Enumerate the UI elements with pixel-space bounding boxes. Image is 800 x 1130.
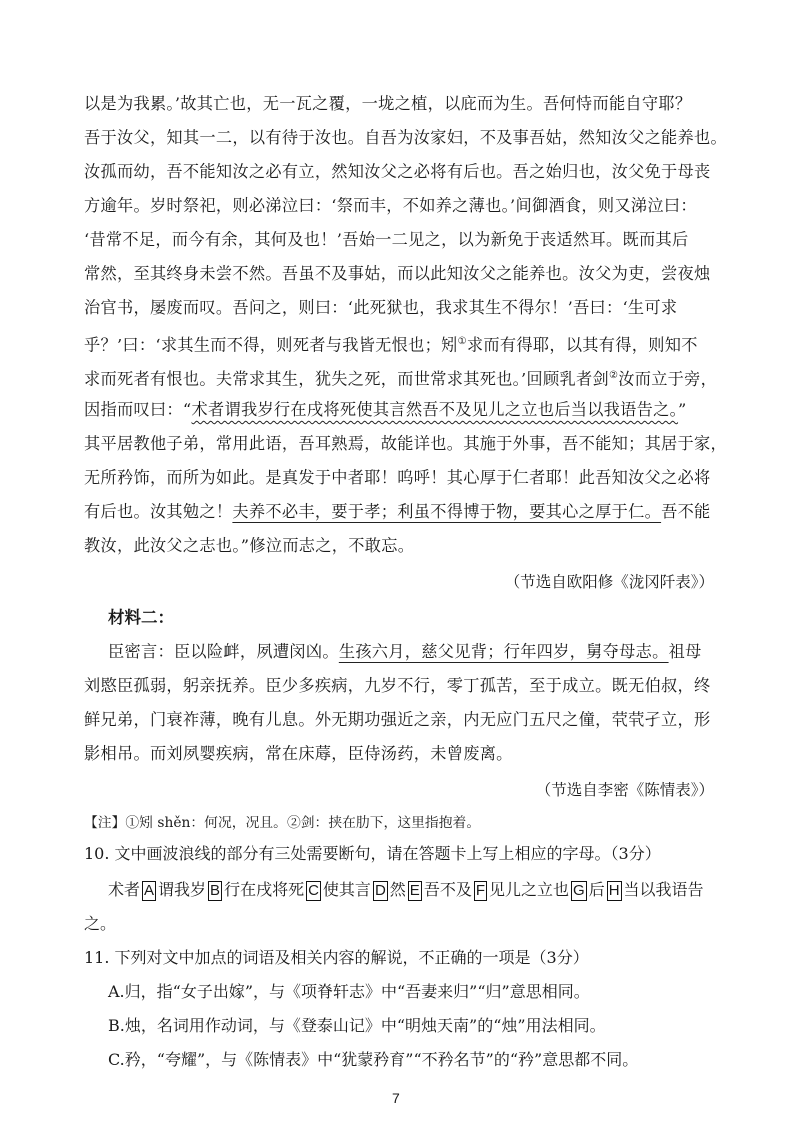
passage-text: 吾不能 [661,502,711,521]
segment: 使其言 [322,880,371,899]
segment: 谓我岁 [158,880,207,899]
passage-line: 治官书，屡废而叹。吾问之，则曰：‘此死狱也，我求其生不得尔！’吾曰：‘生可求 [84,298,678,317]
passage-line: 汝孤而幼，吾不能知汝之必有立，然知汝父之必将有后也。吾之始归也，汝父免于母丧 [84,162,711,181]
passage-text: 祖母 [668,642,702,661]
passage-line: 教汝，此汝父之志也。”修泣而志之，不敢忘。 [84,536,415,555]
source-citation: （节选自欧阳修《泷冈阡表》） [504,573,714,591]
question-11-title: 11. 下列对文中加点的词语及相关内容的解说，不正确的一项是（3分） [84,948,589,967]
passage-text: 求而有得耶，以其有得，则知不 [466,335,698,355]
passage-line: 无所矜饰，而所为如此。是真发于中者耶！呜呼！其心厚于仁者耶！此吾知汝父之必将 [84,468,711,487]
source-citation: （节选自李密《陈情表》） [535,781,714,799]
passage-line: 常然，至其终身未尝不然。吾虽不及事姑，而以此知汝父之能养也。汝父为吏，尝夜烛 [84,264,711,283]
underlined-text: 生孩六月，慈父见背；行年四岁，舅夺母志。 [338,642,669,661]
passage-line: 刘愍臣孤弱，躬亲抚养。臣少多疾病，九岁不行，零丁孤苦，至于成立。既无伯叔，终 [84,676,711,695]
underlined-text: 夫养不必丰，要于孝；利虽不得博于物，要其心之厚于仁。 [232,502,662,521]
break-option-box: H [608,882,620,899]
passage-line: 影相吊。而刘夙婴疾病，常在床蓐，臣侍汤药，未曾废离。 [84,744,513,763]
passage-text: 乎？’曰：‘求其生而不得，则死者与我皆无恨也；矧 [84,335,458,355]
break-option-box: G [573,882,585,899]
passage-line [84,364,717,391]
passage-line [84,330,698,357]
segment: 吾不及 [423,880,472,899]
footnote-mark: ① [457,336,467,347]
break-option-box: C [308,882,319,899]
question-11-option-a: A.归，指“女子出嫁”，与《项脊轩志》中“吾妻来归”“归”意思相同。 [108,982,590,1001]
passage-line [84,500,711,524]
segment: 术者 [108,880,141,899]
passage-text: ” [678,400,687,419]
question-11-option-b: B.烛，名词用作动词，与《登泰山记》中“明烛天南”的“烛”用法相同。 [108,1016,606,1035]
passage-line: 其平居教他子弟，常用此语，吾耳熟焉，故能详也。其施于外事，吾不能知；其居于家， [84,434,728,453]
passage-line [84,398,687,422]
break-option-box: D [374,882,386,899]
question-11-option-c: C.矜，“夸耀”，与《陈情表》中“犹蒙矜育”“不矜名节”的“矜”意思都不同。 [108,1050,639,1069]
segment: 见儿之立也 [489,880,570,899]
page-number: 7 [392,1090,400,1106]
segment: 然 [389,880,406,899]
break-option-box: F [475,882,485,899]
passage-line: 吾于汝父，知其一二，以有待于汝也。自吾为汝家妇，不及事吾姑，然知汝父之能养也。 [84,128,728,147]
break-option-box: B [210,882,221,899]
wavy-underlined-text: 术者谓我岁行在戌将死使其言然吾不及见儿之立也后当以我语告之。 [191,400,679,419]
passage-line [108,640,702,664]
question-10-sentence [108,878,704,902]
material-heading: 材料二： [108,608,174,627]
question-10-end: 之。 [84,914,117,933]
segment: 后 [588,880,605,899]
footnote: 【注】①矧 shěn：何况，况且。②剑：挟在肋下，这里指抱着。 [84,815,481,831]
segment: 行在戌将死 [224,880,305,899]
passage-text: 汝而立于旁， [618,369,718,389]
passage-line: 以是为我累。’故其亡也，无一瓦之覆，一垅之植，以庇而为生。吾何恃而能自守耶？ [84,94,692,113]
passage-text: 有后也。汝其勉之！ [84,502,233,521]
passage-line: 方逾年。岁时祭祀，则必涕泣曰：‘祭而丰，不如养之薄也。’间御酒食，则又涕泣曰： [84,196,697,215]
passage-text: 因指而叹曰：“ [84,400,192,419]
passage-line: ‘昔常不足，而今有余，其何及也！’吾始一二见之，以为新免于丧适然耳。既而其后 [84,230,689,249]
segment: 当以我语告 [623,880,704,899]
footnote-mark: ② [608,370,619,381]
passage-line: 鲜兄弟，门衰祚薄，晚有儿息。外无期功强近之亲，内无应门五尺之僮，茕茕孑立，形 [84,710,711,729]
break-option-box: A [144,882,155,899]
question-10-title: 10. 文中画波浪线的部分有三处需要断句，请在答题卡上写上相应的字母。（3分） [84,844,661,863]
break-option-box: E [409,882,420,899]
passage-text: 臣密言：臣以险衅，夙遭闵凶。 [108,642,339,661]
passage-text: 求而死者有恨也。夫常求其生，犹失之死，而世常求其死也。’回顾乳者剑 [84,369,609,389]
